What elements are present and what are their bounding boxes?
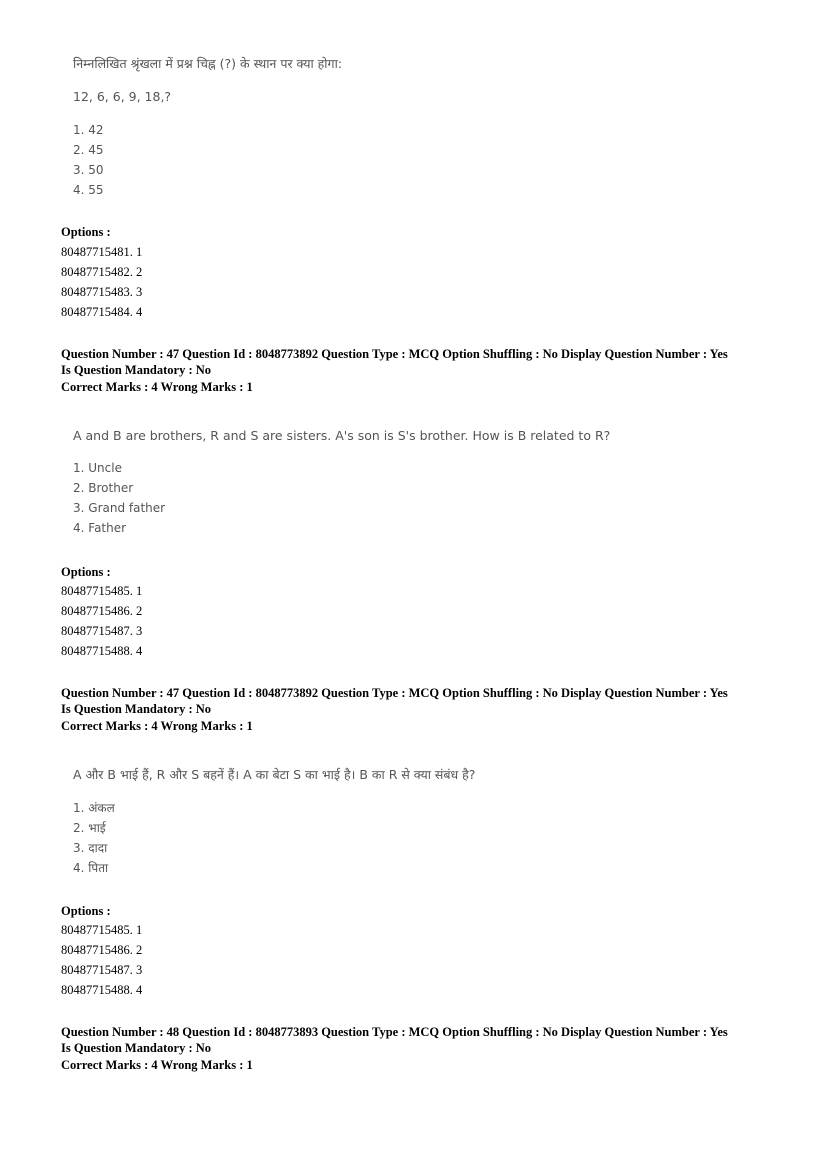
question-image-1 <box>73 55 342 200</box>
option-id: 80487715487. 3 <box>61 624 143 638</box>
option-id: 80487715488. 4 <box>61 983 143 997</box>
question-mandatory: Is Question Mandatory : No <box>61 363 212 377</box>
question-image-3 <box>73 766 475 878</box>
choice-list <box>73 120 342 200</box>
option-id: 80487715487. 3 <box>61 963 143 977</box>
option-id: 80487715481. 1 <box>61 245 143 259</box>
question-meta: Question Number : 47 Question Id : 8048773892 Question Type : MCQ Option Shuffling : No Display Question Number : Yes <box>61 347 728 361</box>
option-id: 80487715482. 2 <box>61 265 143 279</box>
choice-item: 3. 50 <box>73 163 104 177</box>
question-text: A and B are brothers, R and S are sisters. A's son is S's brother. How is B related to R? <box>73 428 611 443</box>
question-text: निम्नलिखित श्रृंखला में प्रश्न चिह्न (?) के स्थान पर क्या होगा: <box>73 56 343 71</box>
choice-item: 2. Brother <box>73 481 134 495</box>
choice-item: 4. पिता <box>73 861 109 875</box>
question-marks: Correct Marks : 4 Wrong Marks : 1 <box>61 380 253 394</box>
option-id: 80487715485. 1 <box>61 584 143 598</box>
question-marks: Correct Marks : 4 Wrong Marks : 1 <box>61 1058 253 1072</box>
question-meta: Question Number : 47 Question Id : 8048773892 Question Type : MCQ Option Shuffling : No Display Question Number : Yes <box>61 686 728 700</box>
option-id: 80487715485. 1 <box>61 923 143 937</box>
options-label: Options : <box>61 904 111 918</box>
options-label: Options : <box>61 565 111 579</box>
choice-item: 2. भाई <box>73 821 106 835</box>
option-id: 80487715483. 3 <box>61 285 143 299</box>
choice-item: 3. Grand father <box>73 501 166 515</box>
option-id: 80487715486. 2 <box>61 604 143 618</box>
choice-item: 3. दादा <box>73 841 108 855</box>
choice-item: 4. Father <box>73 521 127 535</box>
choice-list <box>73 798 475 878</box>
option-id: 80487715484. 4 <box>61 305 143 319</box>
choice-item: 4. 55 <box>73 183 104 197</box>
question-marks: Correct Marks : 4 Wrong Marks : 1 <box>61 719 253 733</box>
question-text: A और B भाई हैं, R और S बहनें हैं। A का बेटा S का भाई है। B का R से क्या संबंध है? <box>73 767 476 782</box>
question-meta: Question Number : 48 Question Id : 8048773893 Question Type : MCQ Option Shuffling : No Display Question Number : Yes <box>61 1025 728 1039</box>
choice-item: 1. अंकल <box>73 801 115 815</box>
option-id: 80487715486. 2 <box>61 943 143 957</box>
choice-item: 2. 45 <box>73 143 104 157</box>
choice-list <box>73 458 610 538</box>
question-mandatory: Is Question Mandatory : No <box>61 702 212 716</box>
options-label: Options : <box>61 225 111 239</box>
option-id: 80487715488. 4 <box>61 644 143 658</box>
question-mandatory: Is Question Mandatory : No <box>61 1041 212 1055</box>
question-series: 12, 6, 6, 9, 18,? <box>73 89 172 104</box>
choice-item: 1. Uncle <box>73 461 122 475</box>
choice-item: 1. 42 <box>73 123 104 137</box>
question-image-2 <box>73 428 610 538</box>
